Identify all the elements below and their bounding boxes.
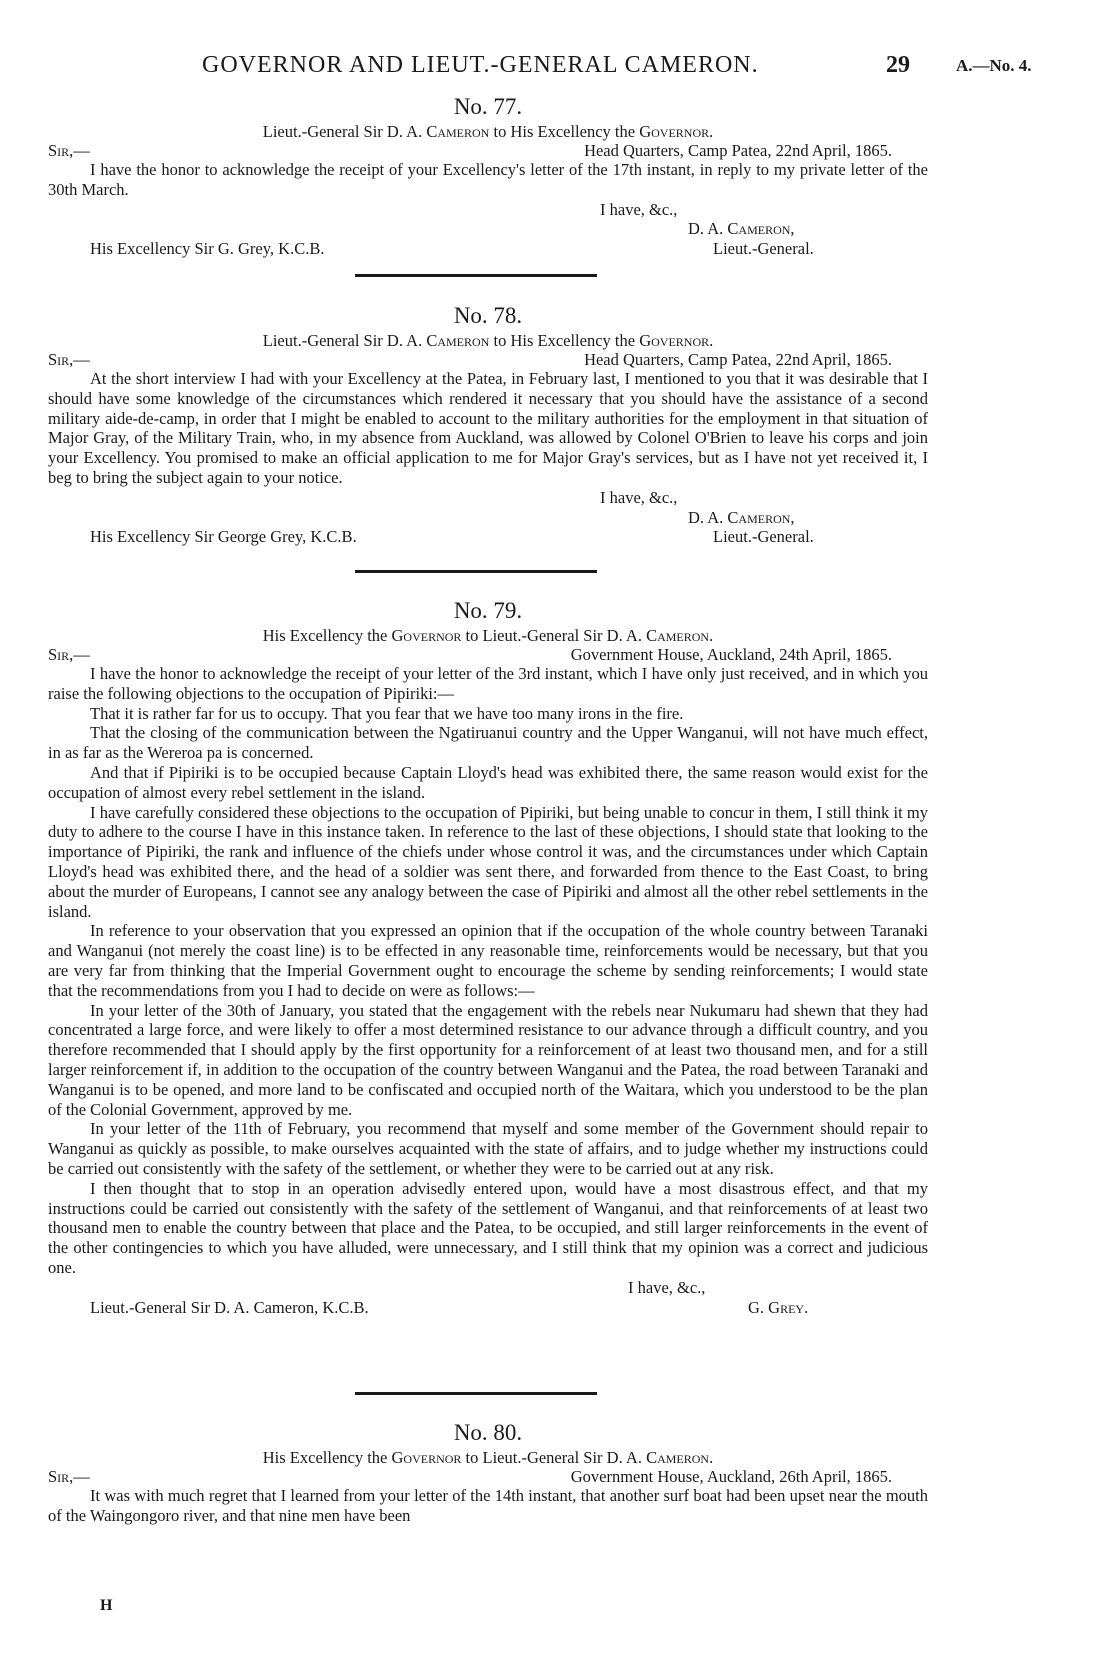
signature-title: Lieut.-General. <box>713 239 814 259</box>
addressee: His Excellency Sir George Grey, K.C.B. <box>90 527 357 547</box>
paragraph: That the closing of the communication between the Ngatiruanui country and the Upper Wanganui, will not have much effect, in as far as the Wereroa pa is concerned. <box>48 723 928 763</box>
sign-block <box>48 488 928 547</box>
paragraph: In your letter of the 11th of February, you recommend that myself and some member of the Government should repair to Wanganui as quickly as possible, to make ourselves acquainted with the state of affairs, and to judge whether my instructions could be carried out consistently with the safety of the settlement, or whether they were to be carried out at any risk. <box>48 1119 928 1178</box>
addressee: His Excellency Sir G. Grey, K.C.B. <box>90 239 325 259</box>
sign-block <box>48 1278 928 1318</box>
section-divider <box>355 570 597 573</box>
place-date: Government House, Auckland, 26th April, 1865. <box>570 1467 892 1486</box>
letter-route: Lieut.-General Sir D. A. Cameron to His Excellency the Governor. <box>262 122 714 141</box>
addressee: Lieut.-General Sir D. A. Cameron, K.C.B. <box>90 1297 369 1317</box>
paragraph: That it is rather far for us to occupy. That you fear that we have too many irons in the fire. <box>90 703 684 723</box>
letter-body <box>48 369 928 488</box>
salutation-line <box>48 350 928 369</box>
salutation-line <box>48 1467 928 1486</box>
salutation: Sir,— <box>48 141 90 160</box>
letter-number: No. 79. <box>453 598 523 623</box>
closing: I have, &c., <box>600 487 678 507</box>
page-number: 29 <box>886 52 910 78</box>
signature-title: Lieut.-General. <box>713 527 814 547</box>
letter-number: No. 78. <box>453 303 523 328</box>
letter-body <box>48 1486 928 1526</box>
letter-route: Lieut.-General Sir D. A. Cameron to His Excellency the Governor. <box>262 331 714 350</box>
salutation: Sir,— <box>48 350 90 369</box>
signature-name: G. Grey. <box>748 1297 809 1317</box>
letter-route: His Excellency the Governor to Lieut.-General Sir D. A. Cameron. <box>262 1448 714 1467</box>
letter-route: His Excellency the Governor to Lieut.-General Sir D. A. Cameron. <box>262 626 714 645</box>
letter-77 <box>48 92 928 259</box>
paragraph: In reference to your observation that you expressed an opinion that if the occupation of the whole country between Taranaki and Wanganui (not merely the coast line) is to be effected in any reasonable time, reinforcements would be necessary, but that you are very far from thinking that the Imperial Government ought to encourage the scheme by sending reinforcements; I would state that the recommendations from you I had to decide on were as follows:— <box>48 921 928 1000</box>
paragraph: It was with much regret that I learned from your letter of the 14th instant, that another surf boat had been upset near the mouth of the Waingongoro river, and that nine men have been <box>48 1486 928 1525</box>
paragraph: I then thought that to stop in an operation advisedly entered upon, would have a most disastrous effect, and that my instructions could be carried out consistently with the safety of the settlement of Wanganui, and that reinforcements of at least two thousand men to enable the country between that place and the Patea, to be occupied, and still larger reinforcements in the event of the other contingencies to which you have alluded, were unnecessary, and I still think that my opinion was a correct and judicious one. <box>48 1178 928 1277</box>
salutation: Sir,— <box>48 1467 90 1486</box>
paragraph: In your letter of the 30th of January, you stated that the engagement with the rebels near Nukumaru had shewn that they had concentrated a large force, and were likely to offer a most determined resistance to our advance through a difficult country, and you therefore recommended that I should apply by the first opportunity for a reinforcement of at least two thousand men, and for a still larger reinforcement if, in addition to the occupation of the country between Wanganui and the Patea, the road between Taranaki and Wanganui is to be opened, and more land to be confiscated and occupied north of the Waitara, which you understood to be the plan of the Colonial Government, approved by me. <box>48 1000 928 1119</box>
paragraph: At the short interview I had with your Excellency at the Patea, in February last, I mentioned to you that it was desirable that I should have some knowledge of the circumstances which rendered it necessary that you should have the assistance of a second military aide-de-camp, in order that I might be enabled to account to the military authorities for the employment in that situation of Major Gray, of the Military Train, who, in my absence from Auckland, was allowed by Colonel O'Brien to leave his corps and join your Excellency. You promised to make an official application to me for Major Gray's services, but as I have not yet received it, I beg to bring the subject again to your notice. <box>48 369 928 487</box>
place-date: Government House, Auckland, 24th April, 1865. <box>570 645 892 664</box>
place-date: Head Quarters, Camp Patea, 22nd April, 1865. <box>584 141 892 160</box>
closing: I have, &c., <box>600 199 678 219</box>
salutation-line <box>48 645 928 664</box>
letter-78 <box>48 301 928 547</box>
section-divider <box>355 1392 597 1395</box>
letter-80 <box>48 1418 928 1526</box>
closing: I have, &c., <box>628 1277 706 1297</box>
letter-body <box>48 160 928 200</box>
letter-number: No. 77. <box>453 94 523 119</box>
letter-79 <box>48 596 928 1317</box>
paper-code: A.—No. 4. <box>956 56 1032 75</box>
signature-name: D. A. Cameron, <box>688 219 795 239</box>
sign-block <box>48 200 928 259</box>
place-date: Head Quarters, Camp Patea, 22nd April, 1865. <box>584 350 892 369</box>
signature-mark: H <box>100 1597 113 1614</box>
salutation: Sir,— <box>48 645 90 664</box>
paragraph: And that if Pipiriki is to be occupied because Captain Lloyd's head was exhibited there, the same reason would exist for the occupation of almost every rebel settlement in the island. <box>48 762 928 802</box>
letter-body <box>48 664 928 1278</box>
paragraph: I have the honor to acknowledge the receipt of your letter of the 3rd instant, which I have only just received, and in which you raise the following objections to the occupation of Pipiriki:— <box>48 664 928 703</box>
signature-name: D. A. Cameron, <box>688 507 795 527</box>
letter-number: No. 80. <box>453 1420 523 1445</box>
running-header <box>0 52 1114 82</box>
salutation-line <box>48 141 928 160</box>
paragraph: I have the honor to acknowledge the receipt of your Excellency's letter of the 17th instant, in reply to my private letter of the 30th March. <box>48 160 928 199</box>
section-divider <box>355 274 597 277</box>
paragraph: I have carefully considered these objections to the occupation of Pipiriki, but being unable to concur in them, I still think it my duty to adhere to the course I have in this instance taken. In reference to the last of these objections, I should state that looking to the importance of Pipiriki, the rank and influence of the chiefs under whose control it was, and the circumstances under which Captain Lloyd's head was exhibited there, and the head of a soldier was sent there, and forwarded from thence to the East Coast, to bring about the murder of Europeans, I cannot see any analogy between the case of Pipiriki and almost all the other rebel settlements in the island. <box>48 802 928 921</box>
header-title: GOVERNOR AND LIEUT.-GENERAL CAMERON. <box>202 52 759 78</box>
